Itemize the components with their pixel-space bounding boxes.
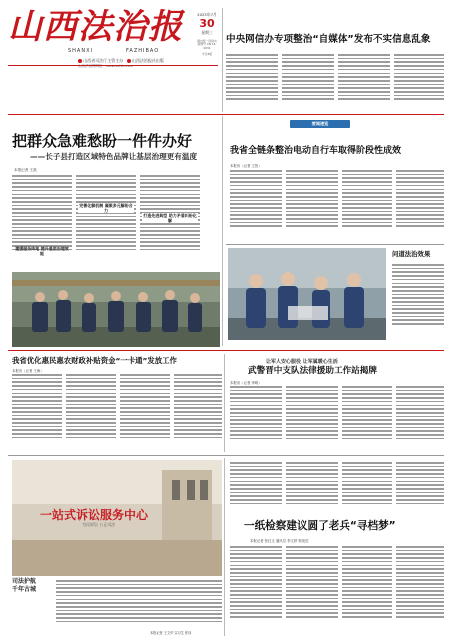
mid-rule xyxy=(8,350,444,351)
veteran-intro-col4 xyxy=(396,460,444,516)
subsidy-headline: 我省优化惠民惠农财政补贴资金“一卡通”发放工作 xyxy=(12,356,177,365)
feature-section2-head: 打造先进典型 助力矛盾纠纷化解 xyxy=(143,213,197,223)
army-kicker: 让军人安心服役 让军属暖心生活 xyxy=(266,359,338,365)
column-divider xyxy=(224,458,225,636)
inset-badge xyxy=(290,120,350,128)
caption-bottom-left xyxy=(12,578,52,594)
masthead-pinyin-left: SHANXI xyxy=(68,48,93,54)
side-photo-title: 问道法治效果 xyxy=(392,250,431,258)
army-byline: 本报讯（记者 李明） xyxy=(230,381,262,385)
banner-text: 一站式诉讼服务中心 xyxy=(40,508,149,522)
feature-col2 xyxy=(76,173,136,268)
veteran-intro-col1 xyxy=(230,460,282,516)
date-day: 30 xyxy=(199,17,215,30)
army-col1 xyxy=(230,384,282,452)
feature-headline: 把群众急难愁盼一件件办好 xyxy=(12,132,193,150)
issue-meta: 今日8版 xyxy=(201,52,213,57)
lead-rule xyxy=(8,114,444,115)
veteran-col2 xyxy=(286,544,338,634)
masthead-pinyin-right: FAZHIBAO xyxy=(126,48,160,54)
feature-photo-image xyxy=(12,272,220,347)
ebike-col4 xyxy=(396,168,444,240)
date-year-month: 2025年7月 xyxy=(197,12,217,17)
ebike-col2 xyxy=(286,168,338,240)
ebike-col1 xyxy=(230,168,282,240)
cn-number: 国内统一连续出版物号 CN 14-0031 xyxy=(197,39,217,50)
section-divider xyxy=(8,455,444,456)
caption-line2: 千年古城 xyxy=(12,586,37,593)
army-headline: 武警晋中支队法律援助工作站揭牌 xyxy=(248,366,377,376)
lead-body-col4 xyxy=(394,52,444,112)
date-weekday: 星期三 xyxy=(201,30,213,35)
column-divider xyxy=(224,354,225,452)
subsidy-col4 xyxy=(174,372,222,452)
subsidy-byline: 本报讯（记者 王海） xyxy=(12,369,44,373)
subsidy-col1 xyxy=(12,372,62,452)
lead-headline: 中央网信办专项整治“自媒体”发布不实信息乱象 xyxy=(226,34,431,45)
ebike-headline: 我省全链条整治电动自行车取得阶段性成效 xyxy=(230,146,402,156)
veteran-byline: 本报记者 张红玉 通讯员 李文婷 郭宛愆 xyxy=(250,539,309,543)
caption-body xyxy=(56,578,222,634)
banner-subtext: 为民诉讼 公正司法 xyxy=(82,522,116,527)
sponsor-label: 山西省司法厅主管主办 xyxy=(83,58,124,63)
side-column xyxy=(392,262,444,340)
footer-note: 本报记者 王文华 实习生 张钊 xyxy=(150,631,192,635)
veteran-intro-col2 xyxy=(286,460,338,516)
lead-body-col1 xyxy=(226,52,278,112)
army-col4 xyxy=(396,384,444,452)
subsidy-col3 xyxy=(120,372,170,452)
section-divider xyxy=(226,244,444,245)
lead-body-col3 xyxy=(338,52,390,112)
column-divider xyxy=(222,8,223,112)
masthead xyxy=(8,7,213,63)
feature-section3-head: 完善化解机制 凝聚多元解纷合力 xyxy=(79,203,133,213)
veteran-col3 xyxy=(342,544,392,634)
masthead-rule xyxy=(8,65,218,66)
feature-byline: 本报记者 王凯 xyxy=(14,168,37,172)
veteran-intro-col3 xyxy=(342,460,392,516)
ebike-col3 xyxy=(342,168,392,240)
feature-section1-head: 建强服务阵地 提升基层治理效能 xyxy=(15,246,69,256)
veteran-headline: 一纸检察建议圆了老兵“寻档梦” xyxy=(244,520,396,532)
inset-badge-label: 要闻速览 xyxy=(311,121,329,126)
subsidy-col2 xyxy=(66,372,116,452)
banner-photo xyxy=(12,460,222,576)
veteran-col1 xyxy=(230,544,282,634)
caption-line1: 司法护航 xyxy=(12,578,37,585)
column-divider xyxy=(222,116,223,346)
lead-body-col2 xyxy=(282,52,334,112)
feature-subtitle: ——长子县打造区域特色品牌让基层治理更有温度 xyxy=(30,152,198,161)
army-col2 xyxy=(286,384,338,452)
sponsor-dot-icon xyxy=(78,59,82,63)
ebike-byline: 本报讯（记者 王智） xyxy=(230,164,262,168)
ebike-photo xyxy=(228,248,386,340)
veteran-col4 xyxy=(396,544,444,634)
ebike-photo-image xyxy=(228,248,386,340)
sponsor-dot-icon xyxy=(127,59,131,63)
date-box xyxy=(196,12,218,60)
masthead-title: 山西法治报 xyxy=(8,7,183,47)
army-col3 xyxy=(342,384,392,452)
publisher-label: 山西法治报社出版 xyxy=(131,58,164,63)
feature-photo xyxy=(12,272,220,347)
